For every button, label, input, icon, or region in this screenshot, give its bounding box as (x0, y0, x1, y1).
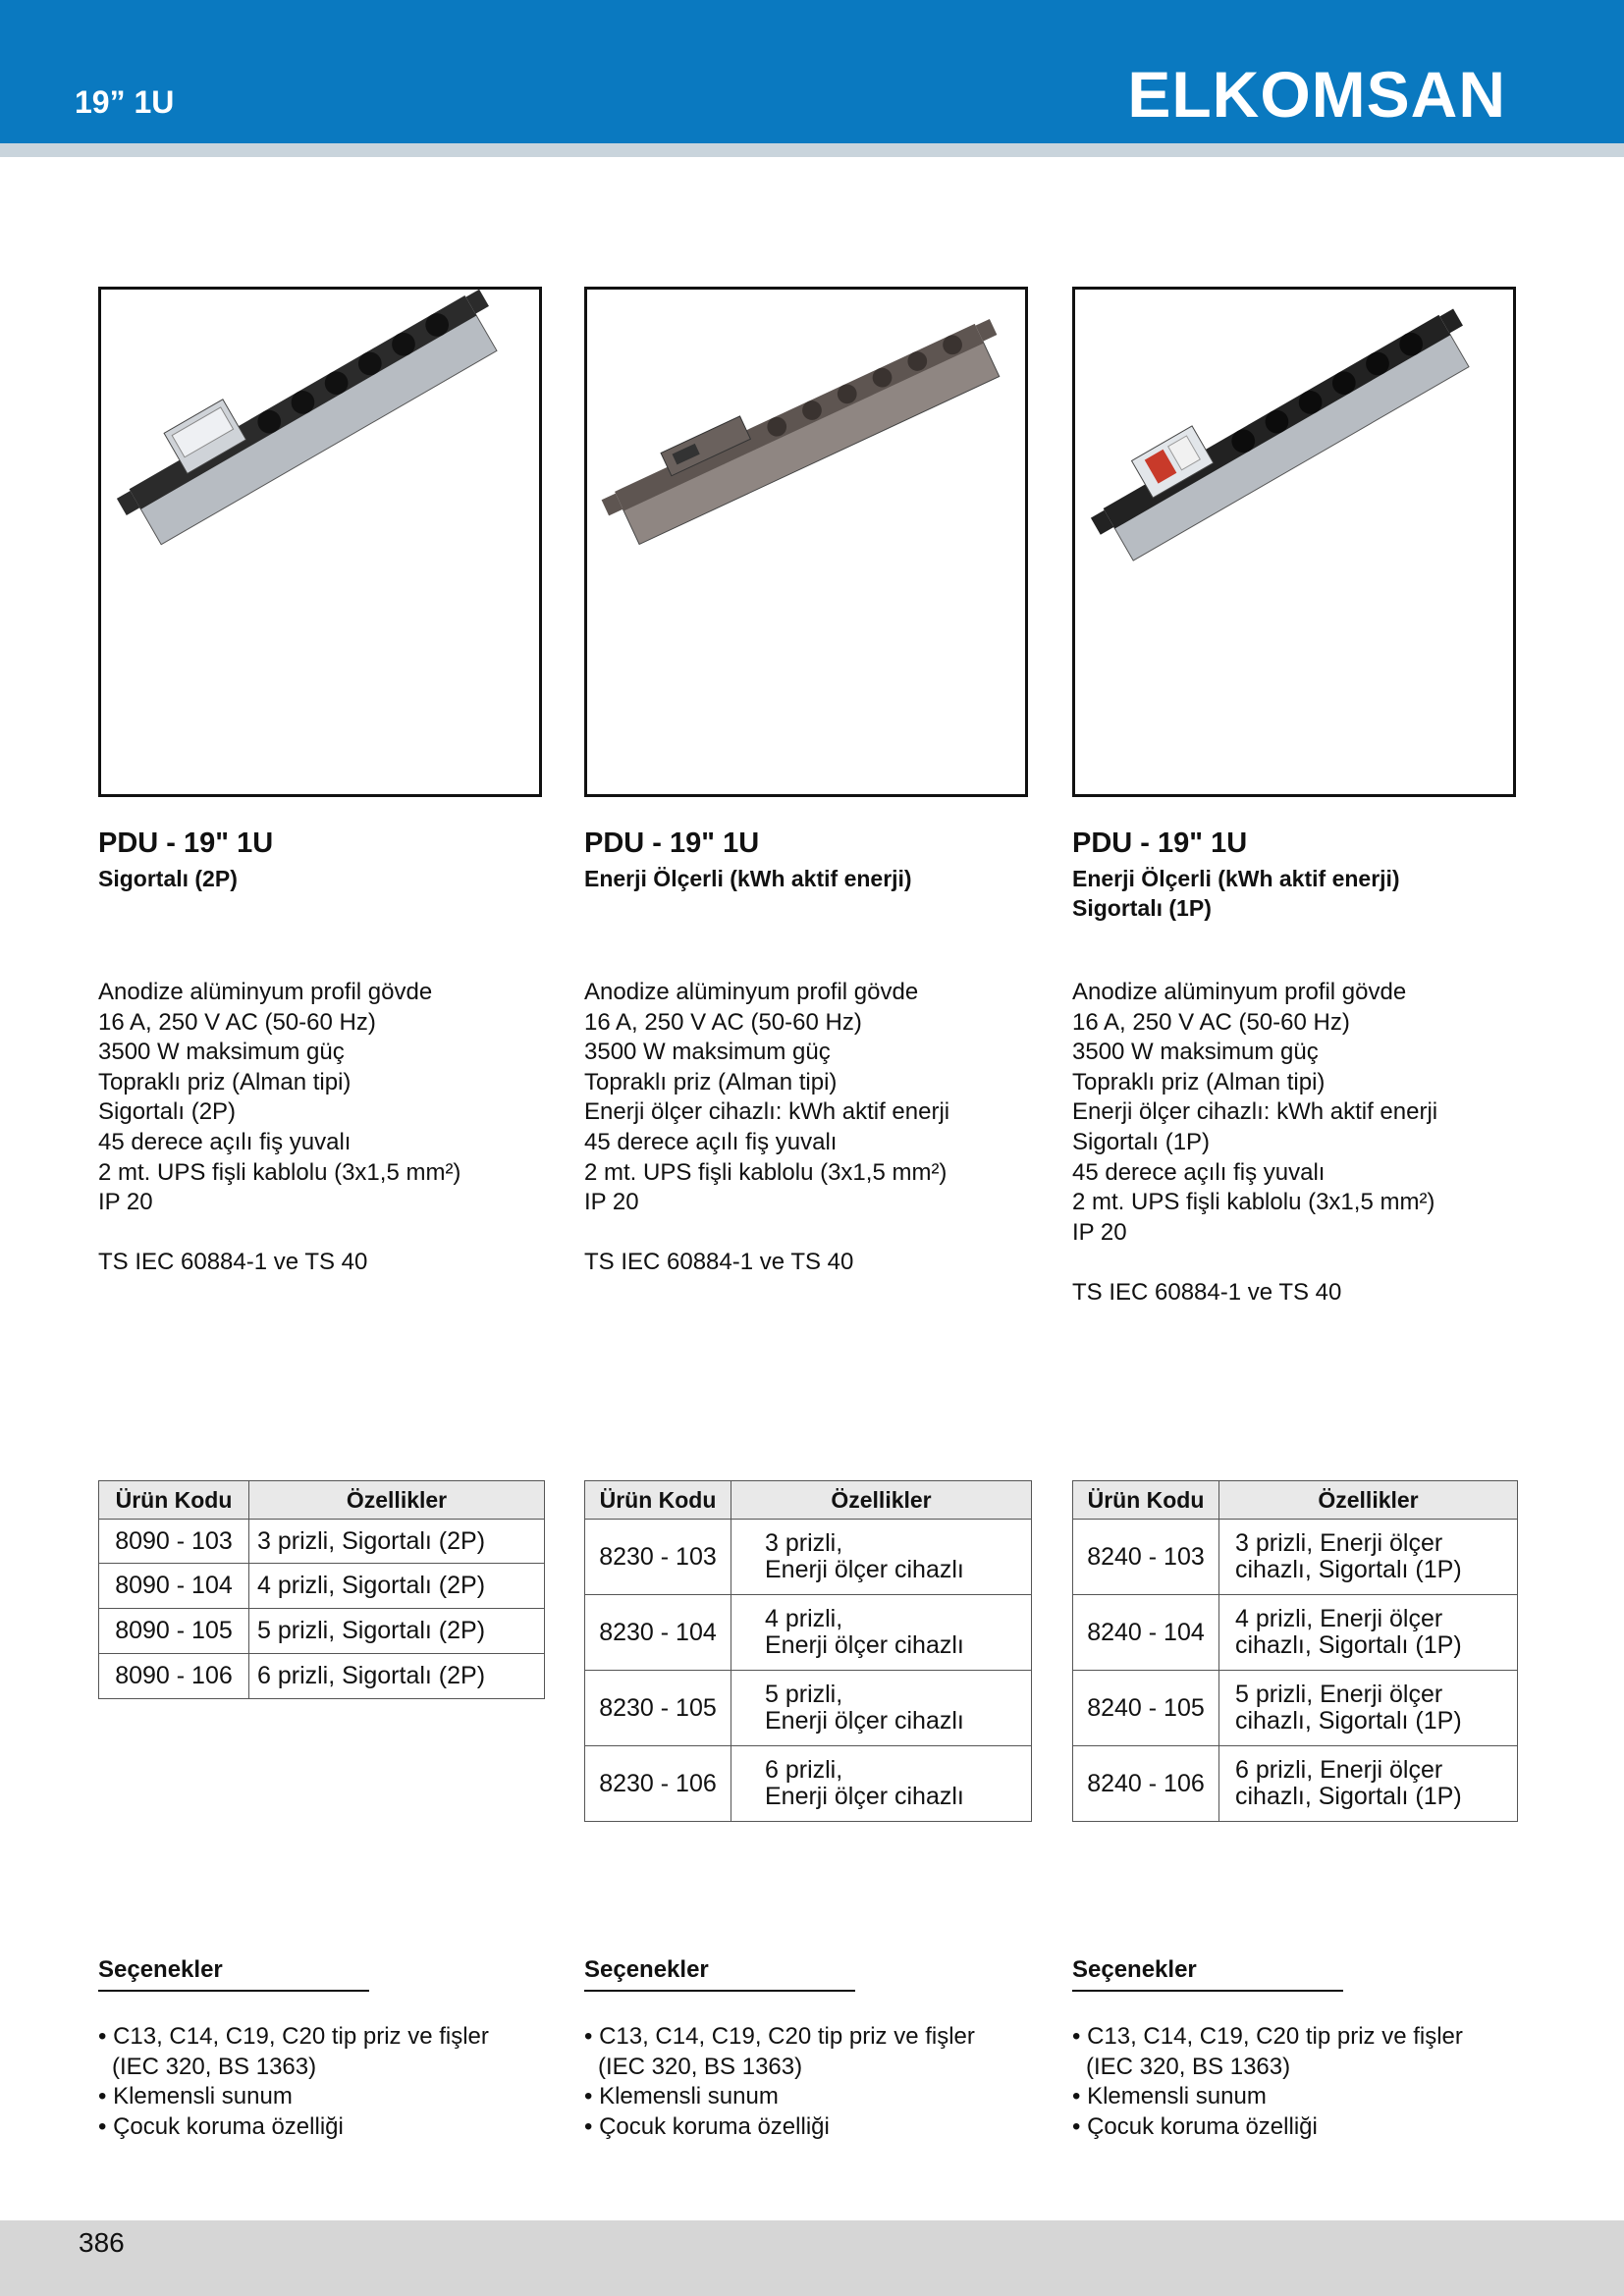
table-row (585, 1595, 1032, 1671)
column-header-code: Ürün Kodu (1073, 1481, 1219, 1520)
column-header-features: Özellikler (249, 1481, 545, 1520)
option-item: • Çocuk koruma özelliği (1072, 2112, 1318, 2140)
options-title: Seçenekler (98, 1956, 223, 1983)
feature-line: 5 prizli, (765, 1681, 843, 1708)
product-code-table (98, 1480, 545, 1699)
feature-line: Enerji ölçer cihazlı (765, 1556, 964, 1583)
feature-line: 4 prizli, Enerji ölçer (1235, 1605, 1443, 1632)
product-features (731, 1595, 1032, 1671)
feature-line: 5 prizli, Enerji ölçer (1235, 1681, 1443, 1708)
spec-item: 16 A, 250 V AC (50-60 Hz) (98, 1008, 376, 1036)
spec-item: Anodize alüminyum profil gövde (98, 979, 433, 1005)
spec-item: Anodize alüminyum profil gövde (1072, 979, 1407, 1005)
options-list (98, 2022, 489, 2142)
table-row (1073, 1671, 1518, 1746)
subtitle-line: Enerji Ölçerli (kWh aktif enerji) (584, 866, 912, 891)
product-features (1219, 1520, 1518, 1595)
product-code-table (1072, 1480, 1518, 1822)
feature-line: 6 prizli, Enerji ölçer (1235, 1756, 1443, 1784)
product-code: 8240 - 104 (1073, 1595, 1219, 1671)
product-features: 5 prizli, Sigortalı (2P) (249, 1609, 545, 1654)
spec-item: 45 derece açılı fiş yuvalı (584, 1128, 838, 1155)
spec-item: 16 A, 250 V AC (50-60 Hz) (584, 1008, 862, 1036)
product-features: 6 prizli, Sigortalı (2P) (249, 1654, 545, 1699)
table-row (585, 1520, 1032, 1595)
header-divider (0, 143, 1624, 157)
spec-item: IP 20 (98, 1189, 153, 1216)
options-list (584, 2022, 975, 2142)
option-item: • C13, C14, C19, C20 tip priz ve fişler (1072, 2023, 1463, 2050)
feature-line: cihazlı, Sigortalı (1P) (1235, 1783, 1462, 1810)
product-features: 4 prizli, Sigortalı (2P) (249, 1564, 545, 1609)
product-code-table (584, 1480, 1032, 1822)
spec-item: Topraklı priz (Alman tipi) (584, 1068, 838, 1095)
options-title: Seçenekler (1072, 1956, 1197, 1983)
product-code: 8090 - 103 (99, 1520, 249, 1564)
subtitle-line: Enerji Ölçerli (kWh aktif enerji) (1072, 866, 1400, 891)
spec-item: 3500 W maksimum güç (1072, 1039, 1319, 1066)
table-row (585, 1671, 1032, 1746)
product-code: 8240 - 105 (1073, 1671, 1219, 1746)
option-item: (IEC 320, BS 1363) (598, 2053, 803, 2080)
product-features (731, 1520, 1032, 1595)
product-features (1219, 1746, 1518, 1822)
feature-line: 3 prizli, Enerji ölçer (1235, 1529, 1443, 1557)
product-code: 8230 - 106 (585, 1746, 731, 1822)
spec-item: Sigortalı (1P) (1072, 1128, 1211, 1155)
spec-item: 2 mt. UPS fişli kablolu (3x1,5 mm²) (98, 1158, 461, 1186)
table-row (1073, 1595, 1518, 1671)
feature-line: 6 prizli, (765, 1756, 843, 1784)
options-divider (1072, 1990, 1343, 1992)
product-features (731, 1746, 1032, 1822)
product-features (1219, 1595, 1518, 1671)
option-item: • C13, C14, C19, C20 tip priz ve fişler (98, 2023, 489, 2050)
spec-item: 3500 W maksimum güç (98, 1039, 345, 1066)
footer-bar (0, 2220, 1624, 2296)
option-item: • C13, C14, C19, C20 tip priz ve fişler (584, 2023, 975, 2050)
table-row (1073, 1746, 1518, 1822)
spec-item: 45 derece açılı fiş yuvalı (98, 1128, 352, 1155)
product-title: PDU - 19" 1U (1072, 828, 1248, 859)
spec-list (584, 978, 949, 1278)
spec-item: Topraklı priz (Alman tipi) (1072, 1068, 1326, 1095)
subtitle-line: Sigortalı (1P) (1072, 895, 1212, 921)
spec-item: IP 20 (1072, 1218, 1127, 1246)
options-title: Seçenekler (584, 1956, 709, 1983)
option-item: • Çocuk koruma özelliği (584, 2112, 830, 2140)
product-code: 8090 - 105 (99, 1609, 249, 1654)
brand-logo: ELKOMSAN (1127, 58, 1506, 131)
option-item: (IEC 320, BS 1363) (112, 2053, 317, 2080)
spec-item: 45 derece açılı fiş yuvalı (1072, 1158, 1326, 1186)
spec-item: Anodize alüminyum profil gövde (584, 979, 919, 1005)
table-row (99, 1520, 545, 1564)
section-title: 19” 1U (75, 84, 175, 120)
product-title: PDU - 19" 1U (98, 828, 274, 859)
spec-item: Enerji ölçer cihazlı: kWh aktif enerji (1072, 1098, 1438, 1126)
standard-text: TS IEC 60884-1 ve TS 40 (98, 1249, 368, 1276)
product-subtitle (1072, 864, 1400, 923)
feature-line: cihazlı, Sigortalı (1P) (1235, 1556, 1462, 1583)
product-title: PDU - 19" 1U (584, 828, 760, 859)
product-code: 8230 - 105 (585, 1671, 731, 1746)
spec-item: IP 20 (584, 1189, 639, 1216)
product-code: 8230 - 103 (585, 1520, 731, 1595)
product-code: 8240 - 106 (1073, 1746, 1219, 1822)
product-subtitle (98, 864, 238, 893)
column-header-features: Özellikler (731, 1481, 1032, 1520)
product-code: 8240 - 103 (1073, 1520, 1219, 1595)
product-code: 8090 - 106 (99, 1654, 249, 1699)
pdu-with-meter-photo (101, 290, 539, 794)
spec-item: 16 A, 250 V AC (50-60 Hz) (1072, 1008, 1350, 1036)
standard-text: TS IEC 60884-1 ve TS 40 (584, 1249, 854, 1276)
option-item: • Klemensli sunum (1072, 2083, 1267, 2110)
product-photo-1 (98, 287, 542, 797)
page-number: 386 (79, 2227, 125, 2258)
option-item: • Çocuk koruma özelliği (98, 2112, 344, 2140)
options-list (1072, 2022, 1463, 2142)
column-header-code: Ürün Kodu (585, 1481, 731, 1520)
table-row (585, 1746, 1032, 1822)
table-row (99, 1609, 545, 1654)
product-photo-3 (1072, 287, 1516, 797)
table-row (1073, 1520, 1518, 1595)
product-features (731, 1671, 1032, 1746)
table-row (99, 1564, 545, 1609)
spec-item: Enerji ölçer cihazlı: kWh aktif enerji (584, 1098, 950, 1126)
spec-item: Topraklı priz (Alman tipi) (98, 1068, 352, 1095)
options-divider (584, 1990, 855, 1992)
product-photo-2 (584, 287, 1028, 797)
pdu-meter-fuse-photo (1075, 290, 1513, 794)
column-header-features: Özellikler (1219, 1481, 1518, 1520)
feature-line: Enerji ölçer cihazlı (765, 1631, 964, 1659)
product-features (1219, 1671, 1518, 1746)
spec-list (98, 978, 460, 1278)
option-item: • Klemensli sunum (98, 2083, 293, 2110)
feature-line: Enerji ölçer cihazlı (765, 1783, 964, 1810)
options-divider (98, 1990, 369, 1992)
feature-line: 4 prizli, (765, 1605, 843, 1632)
product-code: 8230 - 104 (585, 1595, 731, 1671)
product-features: 3 prizli, Sigortalı (2P) (249, 1520, 545, 1564)
standard-text: TS IEC 60884-1 ve TS 40 (1072, 1278, 1342, 1306)
feature-line: Enerji ölçer cihazlı (765, 1707, 964, 1735)
product-subtitle (584, 864, 912, 893)
table-row (99, 1654, 545, 1699)
option-item: (IEC 320, BS 1363) (1086, 2053, 1291, 2080)
spec-list (1072, 978, 1437, 1308)
subtitle-line: Sigortalı (2P) (98, 866, 238, 891)
spec-item: 3500 W maksimum güç (584, 1039, 831, 1066)
feature-line: cihazlı, Sigortalı (1P) (1235, 1707, 1462, 1735)
feature-line: cihazlı, Sigortalı (1P) (1235, 1631, 1462, 1659)
spec-item: Sigortalı (2P) (98, 1098, 237, 1126)
spec-item: 2 mt. UPS fişli kablolu (3x1,5 mm²) (584, 1158, 947, 1186)
product-code: 8090 - 104 (99, 1564, 249, 1609)
feature-line: 3 prizli, (765, 1529, 843, 1557)
pdu-energy-meter-photo (587, 290, 1025, 794)
spec-item: 2 mt. UPS fişli kablolu (3x1,5 mm²) (1072, 1189, 1435, 1216)
option-item: • Klemensli sunum (584, 2083, 779, 2110)
column-header-code: Ürün Kodu (99, 1481, 249, 1520)
